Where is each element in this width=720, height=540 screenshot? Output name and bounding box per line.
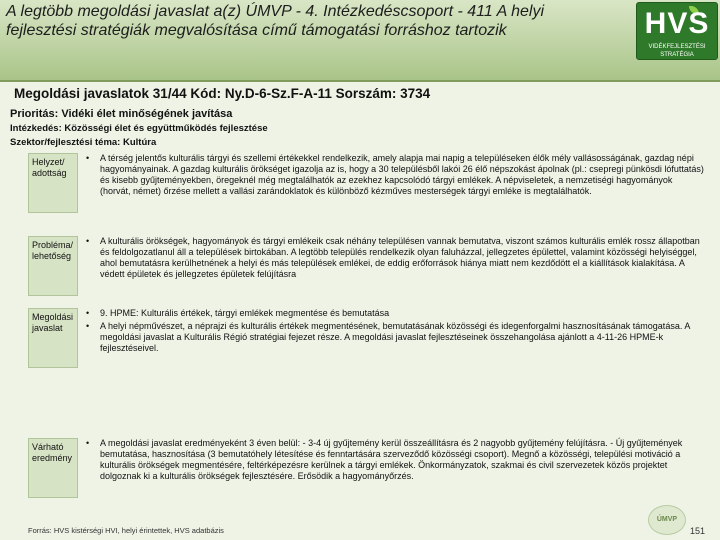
bullet-item: • A megoldási javaslat eredményeként 3 éven belül: - 3-4 új gyűjtemény kerül összeállításra és 2 nagyobb gyűjtemény felújításra. - Új gyűjtemények bemutatása, hasznosítása (3 bemutatóhely létesítése és fenntartására szerveződő közösségi csoport). Megnő a közösségi, települési motiváció a kulturális örökségek megmentésére, feltérképezésre kerülnek a tárgyi emlékek. Önkormányzatok, szakmai és civil szervezetek közös projektet dolgoznak ki a kulturális örökségek fejlesztésére. Erősödik a hagyományőrzés. <box>86 438 704 482</box>
logo-brand-text: HVS <box>644 7 710 40</box>
sector-label: Szektor/fejlesztési téma: Kultúra <box>10 137 157 148</box>
bullet-item: • A helyi népművészet, a néprajzi és kulturális értékek megmentésének, bemutatásának közösségi és idegenforgalmi hasznosításának támogatása. A megoldási javaslat a Kulturális Régió stratégiai fejezet része. A megoldási javaslat fejlesztéseinek összehangolása ajánlott a 4-11-26 HPME-k fejlesztéseivel. <box>86 321 704 354</box>
section-title: Megoldási javaslatok 31/44 Kód: Ny.D-6-Sz.F-A-11 Sorszám: 3734 <box>14 86 431 101</box>
page-title: A legtöbb megoldási javaslat a(z) ÚMVP - 4. Intézkedéscsoport - 411 A helyi fejlesztési stratégiák megvalósítása című támogatási forráshoz tartozik <box>6 3 545 39</box>
row-body <box>86 153 704 199</box>
bullet-item: • A térség jelentős kulturális tárgyi és szellemi értékekkel rendelkezik, amely alapja mai napig a településeken élők mély vallásosságának, gazdag népi hagyományainak. A gazdag kulturális örökséget igazolja az is, hogy a 30 településből lakói 26 élő népszokást ápolnak (pl.: csepregi pünkösdi lófuttatás) és kisebb gyűjteményekben, öregeknél még megtalálhatók az ezekhez kapcsolódó tárgyi emlékek. A népviseletek, a nemzetiségi hagyományok (horvát, német) őrzése mellett a vallási zarándoklatok és különböző kézműves mesterségek tárgyi emléke is megtalálhatók. <box>86 153 704 197</box>
row-label: Várható eredmény <box>28 438 78 498</box>
measure-label: Intézkedés: Közösségi élet és együttműködés fejlesztése <box>10 123 268 134</box>
source-footer: Forrás: HVS kistérségi HVI, helyi érintettek, HVS adatbázis <box>28 526 224 535</box>
row-body <box>86 308 704 356</box>
row-body <box>86 236 704 282</box>
priority-label: Prioritás: Vidéki élet minőségének javítása <box>10 108 233 120</box>
page-number: 151 <box>690 526 706 536</box>
row-label: Probléma/ lehetőség <box>28 236 78 296</box>
umvp-badge: ÚMVP <box>648 505 686 535</box>
row-body <box>86 438 704 484</box>
header-banner <box>0 0 720 82</box>
row-label: Megoldási javaslat <box>28 308 78 368</box>
bullet-item: • 9. HPME: Kulturális értékek, tárgyi emlékek megmentése és bemutatása <box>86 308 704 319</box>
content-table <box>28 148 706 516</box>
bullet-item: • A kulturális örökségek, hagyományok és tárgyi emlékeik csak néhány településen vannak bemutatva, viszont számos kulturális emlék rossz állapotban és feldolgozatlanul áll a települések birtokában. A legtöbb település rendelkezik olyan faluházzal, jellegzetes épülettel, valamint közösségi helyiséggel, ahol bemutatásra kerülhetnének a helyi és más települések emlékei, de eddig erőforrások hiánya miatt nem kezdődött el a kiállítások kialakítása. A védett épületek és jellegzetes épületek felújításra <box>86 236 704 280</box>
logo-tagline: VIDÉKFEJLESZTÉSI STRATÉGIA <box>648 44 706 58</box>
row-label: Helyzet/ adottság <box>28 153 78 213</box>
hvs-logo <box>636 2 718 60</box>
